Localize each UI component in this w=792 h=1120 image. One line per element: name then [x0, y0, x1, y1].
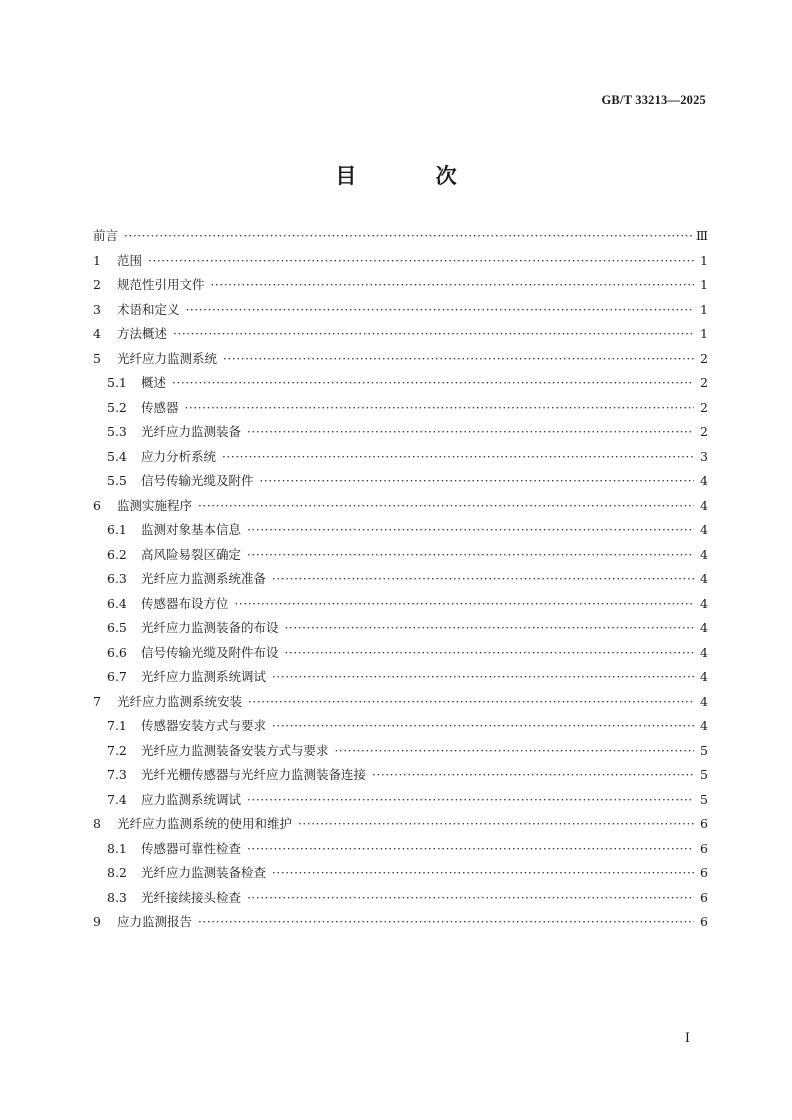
toc-entry-page: 1	[700, 252, 708, 268]
toc-entry-number: 7.2	[107, 742, 127, 758]
toc-entry[interactable]	[93, 594, 708, 619]
toc-entry[interactable]	[93, 398, 708, 423]
toc-entry[interactable]	[93, 667, 708, 692]
toc-entry-page: 1	[700, 326, 708, 341]
toc-dot-leader	[247, 891, 694, 905]
toc-entry-label: 光纤应力监测系统安装	[117, 693, 243, 709]
toc-entry-number: 7.1	[107, 718, 127, 733]
toc-entry[interactable]	[93, 300, 708, 325]
toc-entry-number: 5.2	[107, 399, 127, 415]
toc-dot-leader	[235, 597, 694, 611]
toc-entry-page: 4	[700, 473, 708, 488]
toc-entry-number: 8.3	[107, 889, 127, 905]
toc-entry[interactable]	[93, 520, 708, 545]
toc-entry-number: 5.1	[107, 375, 127, 390]
toc-entry[interactable]	[93, 447, 708, 472]
toc-entry[interactable]	[93, 814, 708, 839]
toc-entry-label: 高风险易裂区确定	[141, 546, 242, 562]
toc-entry-number: 6	[93, 497, 101, 513]
toc-entry-page: 4	[700, 718, 708, 733]
toc-entry[interactable]	[93, 496, 708, 521]
toc-entry-page: 6	[700, 840, 708, 856]
toc-entry-label: 光纤接续接头检查	[141, 889, 242, 905]
toc-entry[interactable]	[93, 569, 708, 594]
toc-entry-page: 1	[700, 277, 708, 292]
toc-entry-number: 6.3	[107, 571, 127, 586]
toc-dot-leader	[285, 646, 694, 660]
toc-entry[interactable]	[93, 741, 708, 766]
toc-entry-label: 信号传输光缆及附件	[141, 473, 254, 488]
toc-entry-label: 光纤应力监测系统	[117, 350, 218, 366]
toc-entry-number: 5.3	[107, 424, 127, 439]
toc-entry-page: Ⅲ	[695, 228, 708, 243]
toc-entry-label: 光纤应力监测装备	[141, 424, 242, 439]
toc-entry-page: 4	[700, 595, 708, 611]
toc-entry-label: 方法概述	[117, 326, 168, 341]
toc-dot-leader	[198, 499, 694, 513]
toc-entry-page: 4	[700, 693, 708, 709]
toc-entry-number: 6.7	[107, 669, 127, 684]
toc-dot-leader	[185, 401, 694, 415]
toc-entry-label: 范围	[117, 252, 143, 268]
toc-entry-page: 2	[700, 375, 708, 390]
toc-entry-label: 传感器布设方位	[141, 595, 229, 611]
toc-entry-label: 光纤应力监测系统的使用和维护	[117, 816, 293, 831]
toc-entry[interactable]	[93, 422, 708, 447]
toc-entry-label: 光纤应力监测装备的布设	[141, 620, 279, 635]
toc-entry[interactable]	[93, 471, 708, 496]
toc-entry-page: 4	[700, 620, 708, 635]
toc-dot-leader	[198, 915, 694, 929]
toc-entry-number: 8	[93, 816, 101, 831]
toc-entry-page: 6	[700, 889, 708, 905]
toc-entry-label: 概述	[141, 375, 167, 390]
standard-code: GB/T 33213—2025	[601, 93, 706, 107]
toc-entry-label: 传感器安装方式与要求	[141, 718, 267, 733]
page-number: Ⅰ	[684, 1030, 690, 1045]
toc-entry-label: 监测实施程序	[117, 497, 193, 513]
toc-entry-label: 术语和定义	[117, 301, 180, 317]
toc-entry[interactable]	[93, 839, 708, 864]
toc-dot-leader	[222, 450, 694, 464]
toc-entry-label: 传感器	[141, 399, 179, 415]
toc-entry-label: 光纤应力监测系统准备	[141, 571, 267, 586]
toc-dot-leader	[172, 376, 694, 390]
toc-entry[interactable]	[93, 790, 708, 815]
toc-entry-page: 4	[700, 497, 708, 513]
toc-dot-leader	[272, 670, 694, 684]
toc-entry-page: 5	[700, 767, 708, 782]
toc-entry-number: 8.1	[107, 840, 127, 856]
toc-entry-number: 7.3	[107, 767, 127, 782]
toc-dot-leader	[148, 254, 694, 268]
toc-entry-number: 7	[93, 693, 101, 709]
table-of-contents	[93, 226, 708, 937]
toc-entry[interactable]	[93, 765, 708, 790]
toc-entry[interactable]	[93, 251, 708, 276]
toc-dot-leader	[272, 572, 694, 586]
toc-dot-leader	[247, 425, 694, 439]
toc-entry[interactable]	[93, 716, 708, 741]
toc-dot-leader	[248, 695, 694, 709]
toc-entry[interactable]	[93, 373, 708, 398]
toc-entry-page: 4	[700, 546, 708, 562]
toc-entry[interactable]	[93, 888, 708, 913]
toc-entry-label: 传感器可靠性检查	[141, 840, 242, 856]
toc-dot-leader	[247, 523, 694, 537]
toc-entry-page: 1	[700, 301, 708, 317]
toc-entry[interactable]	[93, 863, 708, 888]
toc-entry[interactable]	[93, 643, 708, 668]
toc-entry-label: 应力监测系统调试	[141, 791, 242, 807]
toc-entry-label: 应力分析系统	[141, 448, 217, 464]
toc-dot-leader	[247, 548, 694, 562]
toc-entry-number: 6.2	[107, 546, 127, 562]
toc-dot-leader	[211, 278, 694, 292]
toc-dot-leader	[298, 817, 694, 831]
toc-entry-number: 2	[93, 277, 101, 292]
toc-entry-number: 9	[93, 914, 101, 929]
toc-entry-number: 6.1	[107, 522, 127, 537]
toc-entry-number: 8.2	[107, 865, 127, 880]
toc-entry-number: 1	[93, 252, 101, 268]
toc-entry-number: 6.4	[107, 595, 127, 611]
toc-entry[interactable]	[93, 349, 708, 374]
toc-entry[interactable]	[93, 912, 708, 937]
toc-entry-label: 光纤应力监测装备检查	[141, 865, 267, 880]
toc-dot-leader	[247, 842, 694, 856]
toc-dot-leader	[272, 719, 694, 733]
toc-entry-page: 2	[700, 424, 708, 439]
toc-entry-label: 前言	[93, 228, 119, 243]
toc-entry[interactable]	[93, 545, 708, 570]
toc-entry-page: 2	[700, 350, 708, 366]
toc-entry-number: 4	[93, 326, 101, 341]
toc-entry-page: 4	[700, 522, 708, 537]
toc-entry[interactable]	[93, 324, 708, 349]
toc-entry-page: 5	[700, 742, 708, 758]
toc-entry-page: 4	[700, 669, 708, 684]
toc-dot-leader	[285, 621, 694, 635]
toc-entry-page: 6	[700, 914, 708, 929]
toc-entry-label: 信号传输光缆及附件布设	[141, 644, 279, 660]
toc-dot-leader	[272, 866, 694, 880]
toc-entry-number: 6.5	[107, 620, 127, 635]
toc-entry-label: 光纤应力监测系统调试	[141, 669, 267, 684]
toc-entry-page: 6	[700, 816, 708, 831]
toc-entry[interactable]	[93, 618, 708, 643]
toc-dot-leader	[223, 352, 694, 366]
toc-entry-label: 光纤光栅传感器与光纤应力监测装备连接	[141, 767, 367, 782]
toc-dot-leader	[372, 768, 694, 782]
toc-entry-label: 应力监测报告	[117, 914, 193, 929]
toc-entry-number: 5.5	[107, 473, 127, 488]
toc-entry-page: 5	[700, 791, 708, 807]
toc-entry[interactable]	[93, 275, 708, 300]
toc-entry[interactable]	[93, 692, 708, 717]
toc-dot-leader	[173, 327, 694, 341]
toc-entry-number: 6.6	[107, 644, 127, 660]
toc-entry-label: 规范性引用文件	[117, 277, 205, 292]
toc-entry-page: 3	[700, 448, 708, 464]
toc-entry-page: 4	[700, 644, 708, 660]
toc-entry-label: 监测对象基本信息	[141, 522, 242, 537]
toc-entry-page: 2	[700, 399, 708, 415]
toc-dot-leader	[247, 793, 694, 807]
toc-dot-leader	[186, 303, 694, 317]
toc-entry-label: 光纤应力监测装备安装方式与要求	[141, 742, 329, 758]
toc-entry-number: 3	[93, 301, 101, 317]
toc-dot-leader	[335, 744, 694, 758]
toc-entry-page: 4	[700, 571, 708, 586]
toc-entry-number: 5	[93, 350, 101, 366]
toc-entry-page: 6	[700, 865, 708, 880]
toc-entry-number: 7.4	[107, 791, 127, 807]
toc-dot-leader	[124, 229, 692, 243]
toc-entry[interactable]	[93, 226, 708, 251]
toc-entry-number: 5.4	[107, 448, 127, 464]
page-title: 目 次	[335, 163, 493, 188]
toc-dot-leader	[260, 474, 694, 488]
